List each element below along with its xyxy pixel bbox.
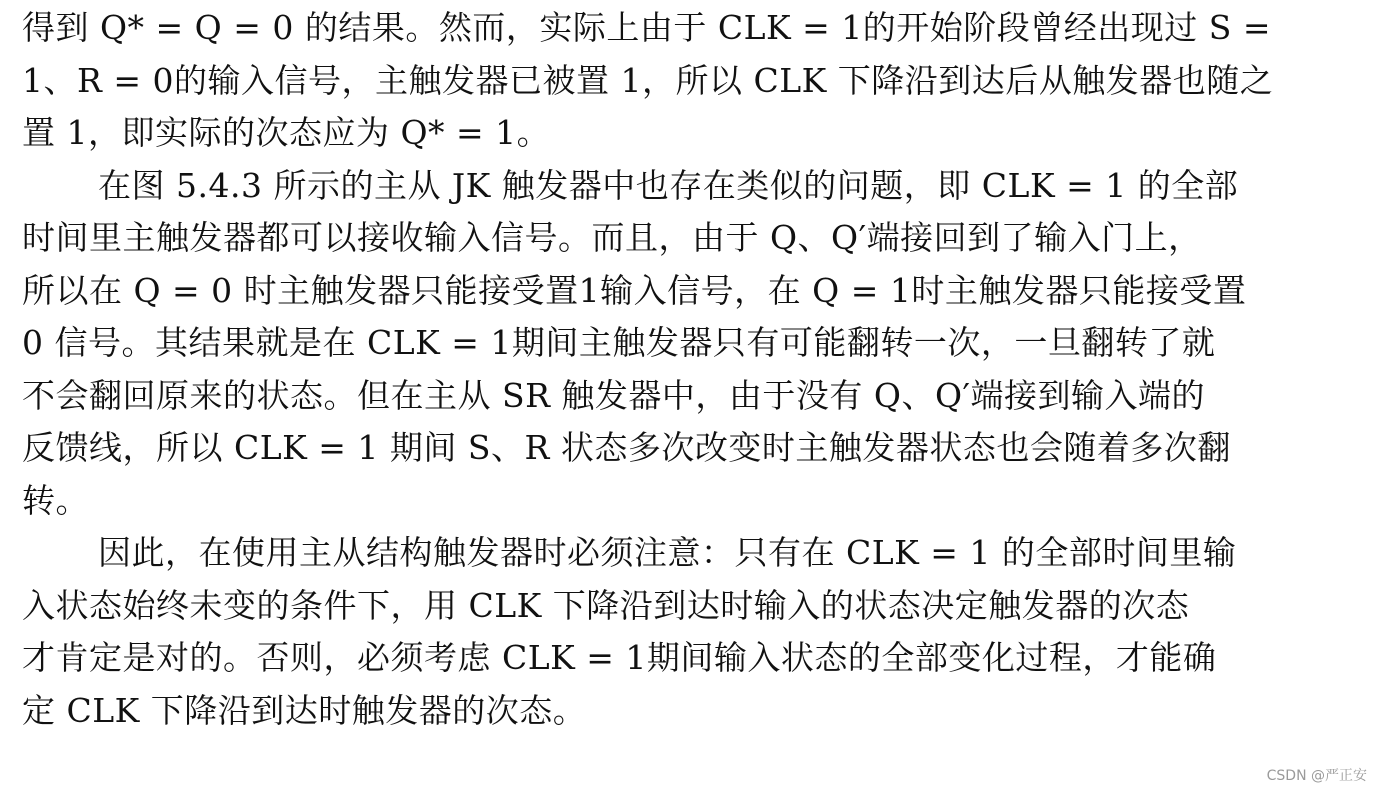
csdn-watermark: CSDN @严正安 <box>1266 768 1367 784</box>
text-line: 不会翻回原来的状态。但在主从 SR 触发器中，由于没有 Q、Q′端接到输入端的 <box>22 375 1206 415</box>
text-line: 入状态始终未变的条件下，用 CLK 下降沿到达时输入的状态决定触发器的次态 <box>22 585 1190 625</box>
body-text <box>22 2 1312 737</box>
text-line: 因此，在使用主从结构触发器时必须注意：只有在 CLK = 1 的全部时间里输 <box>98 533 1237 572</box>
text-line: 得到 Q* = Q = 0 的结果。然而，实际上由于 CLK = 1的开始阶段曾经出现过 S = <box>22 8 1272 47</box>
text-line: 反馈线，所以 CLK = 1 期间 S、R 状态多次改变时主触发器状态也会随着多次翻 <box>22 428 1231 467</box>
text-line: 定 CLK 下降沿到达时触发器的次态。 <box>22 690 587 730</box>
text-line: 时间里主触发器都可以接收输入信号。而且，由于 Q、Q′端接回到了输入门上， <box>22 218 1202 257</box>
paragraph-1 <box>22 2 1312 160</box>
text-line: 在图 5.4.3 所示的主从 JK 触发器中也存在类似的问题，即 CLK = 1 的全部 <box>98 165 1239 205</box>
text-line: 置 1，即实际的次态应为 Q* = 1。 <box>22 113 551 152</box>
paragraph-2 <box>22 160 1312 528</box>
text-line: 所以在 Q = 0 时主触发器只能接受置1输入信号，在 Q = 1时主触发器只能接受置 <box>22 270 1247 310</box>
paragraph-3 <box>22 527 1312 737</box>
text-line: 才肯定是对的。否则，必须考虑 CLK = 1期间输入状态的全部变化过程，才能确 <box>22 638 1217 677</box>
text-line: 0 信号。其结果就是在 CLK = 1期间主触发器只有可能翻转一次，一旦翻转了就 <box>22 323 1216 362</box>
text-line: 1、R = 0的输入信号，主触发器已被置 1，所以 CLK 下降沿到达后从触发器也随之 <box>22 60 1274 100</box>
text-line: 转。 <box>22 480 89 520</box>
